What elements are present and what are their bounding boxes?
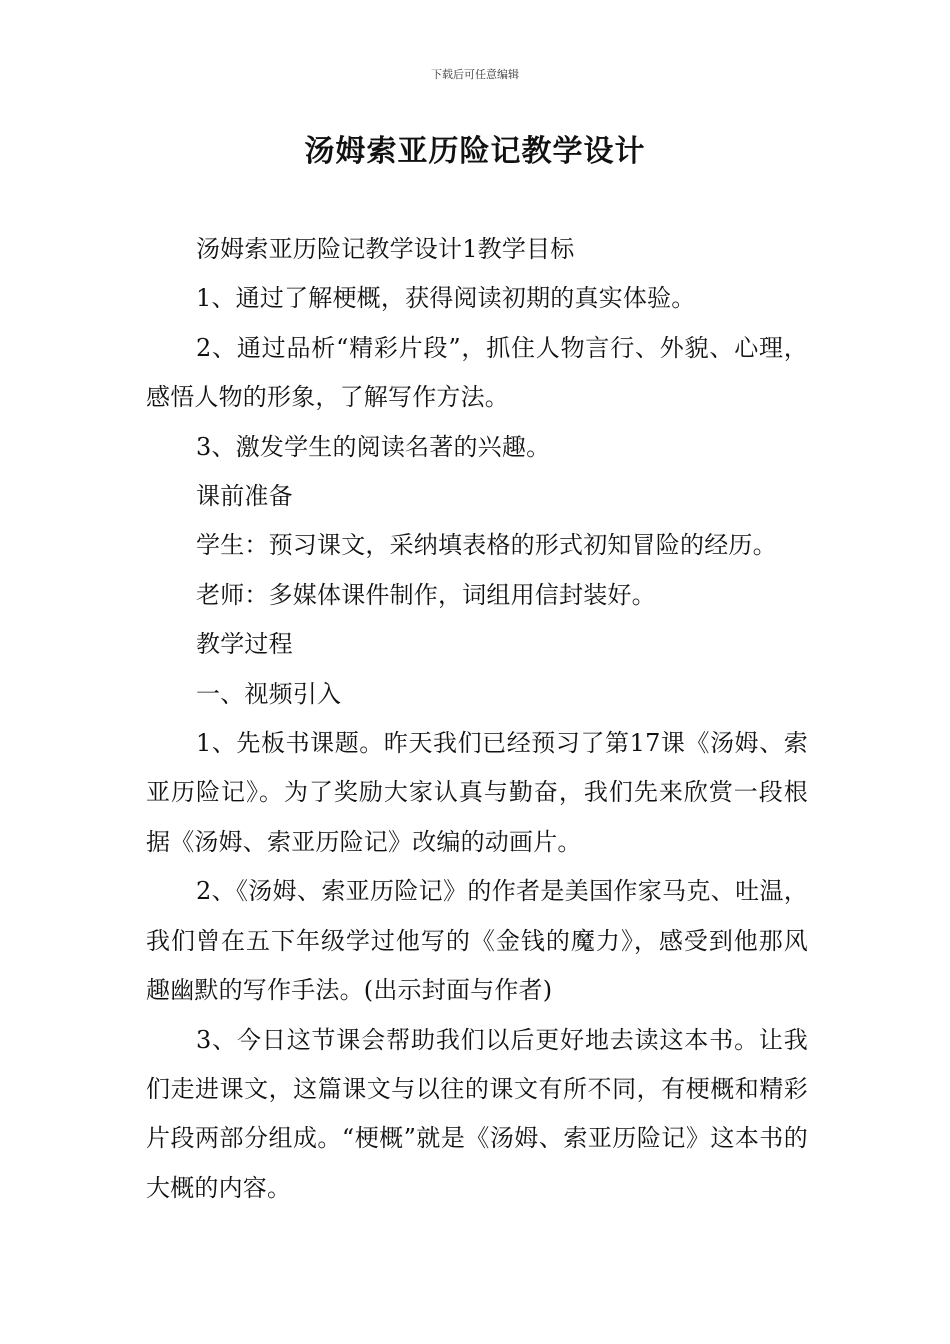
paragraph-step-3: 3、今日这节课会帮助我们以后更好地去读这本书。让我们走进课文，这篇课文与以往的课文有所不同，有梗概和精彩片段两部分组成。“梗概”就是《汤姆、索亚历险记》这本书的大概的内容。 [146, 1025, 808, 1202]
paragraph-step-2: 2、《汤姆、索亚历险记》的作者是美国作家马克、吐温，我们曾在五下年级学过他写的《金钱的魔力》，感受到他那风趣幽默的写作手法。(出示封面与作者) [146, 877, 808, 1005]
paragraph-section-heading: 汤姆索亚历险记教学设计1教学目标 [196, 235, 575, 263]
paragraph-student-prep: 学生：预习课文，采纳填表格的形式初知冒险的经历。 [196, 531, 777, 560]
paragraph-goal-1: 1、通过了解梗概，获得阅读初期的真实体验。 [196, 284, 696, 313]
paragraph-goal-3: 3、激发学生的阅读名著的兴趣。 [196, 432, 551, 461]
document-title: 汤姆索亚历险记教学设计 [304, 134, 646, 169]
paragraph-step-1: 1、先板书课题。昨天我们已经预习了第17课《汤姆、索亚历险记》。为了奖励大家认真与勤奋，我们先来欣赏一段根据《汤姆、索亚历险记》改编的动画片。 [146, 729, 808, 856]
paragraph-teacher-prep: 老师：多媒体课件制作，词组用信封装好。 [196, 580, 656, 609]
paragraph-goal-2: 2、通过品析“精彩片段”，抓住人物言行、外貌、心理，感悟人物的形象，了解写作方法。 [146, 333, 808, 412]
paragraph-process-heading: 教学过程 [196, 630, 293, 659]
paragraph-preparation-heading: 课前准备 [196, 482, 293, 511]
document-body [146, 225, 808, 1213]
header-note: 下载后可任意编辑 [431, 68, 519, 81]
paragraph-step-heading: 一、视频引入 [196, 679, 342, 708]
